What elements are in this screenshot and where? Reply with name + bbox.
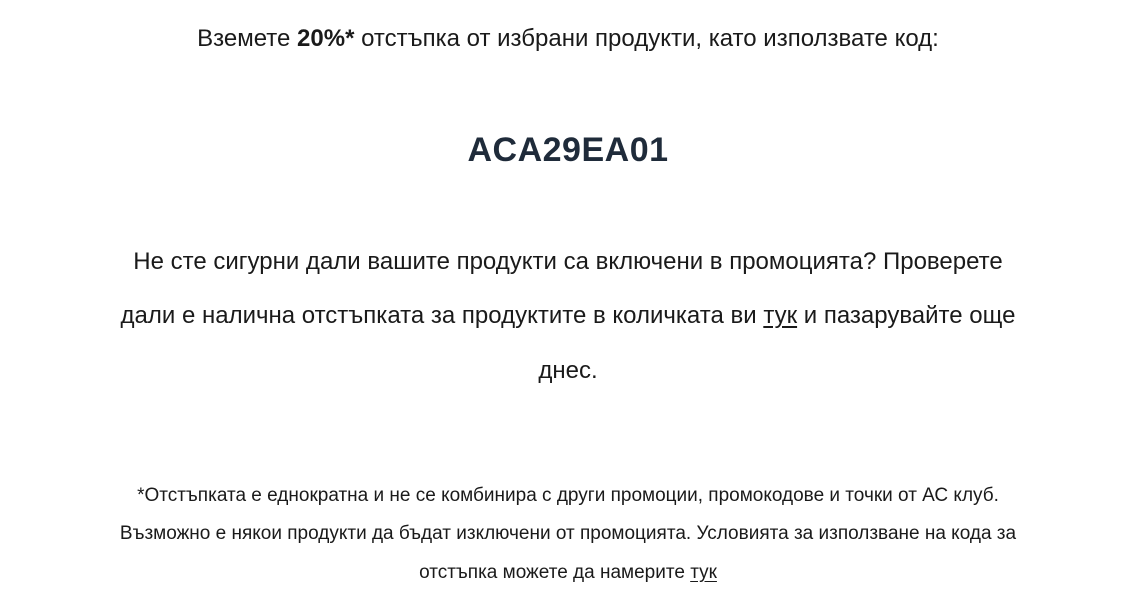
info-line-2-after: и пазарувайте още — [797, 302, 1016, 329]
intro-suffix: отстъпка от избрани продукти, като използвате код: — [354, 25, 939, 52]
promo-code: ACA29EA01 — [467, 131, 669, 169]
info-line-2 — [0, 300, 1136, 332]
footnote-line-1: *Отстъпката е еднократна и не се комбинира с други промоции, промокодове и точки от АС клуб. — [137, 485, 999, 506]
info-line-1: Не сте сигурни дали вашите продукти са включени в промоцията? Проверете — [133, 248, 1003, 275]
footnote-line-3 — [0, 560, 1136, 586]
intro-text — [0, 23, 1136, 55]
intro-prefix: Вземете — [197, 25, 298, 52]
info-line-3: днес. — [538, 357, 598, 384]
info-line-2-before: дали е налична отстъпката за продуктите в количката ви — [120, 302, 764, 329]
discount-value: 20%* — [297, 25, 355, 52]
check-cart-link[interactable]: тук — [763, 302, 798, 329]
terms-link[interactable]: тук — [690, 562, 717, 583]
footnote-line-2: Възможно е някои продукти да бъдат изключени от промоцията. Условията за използване на кода за — [119, 523, 1017, 544]
footnote-line-3-before: отстъпка можете да намерите — [419, 562, 691, 583]
